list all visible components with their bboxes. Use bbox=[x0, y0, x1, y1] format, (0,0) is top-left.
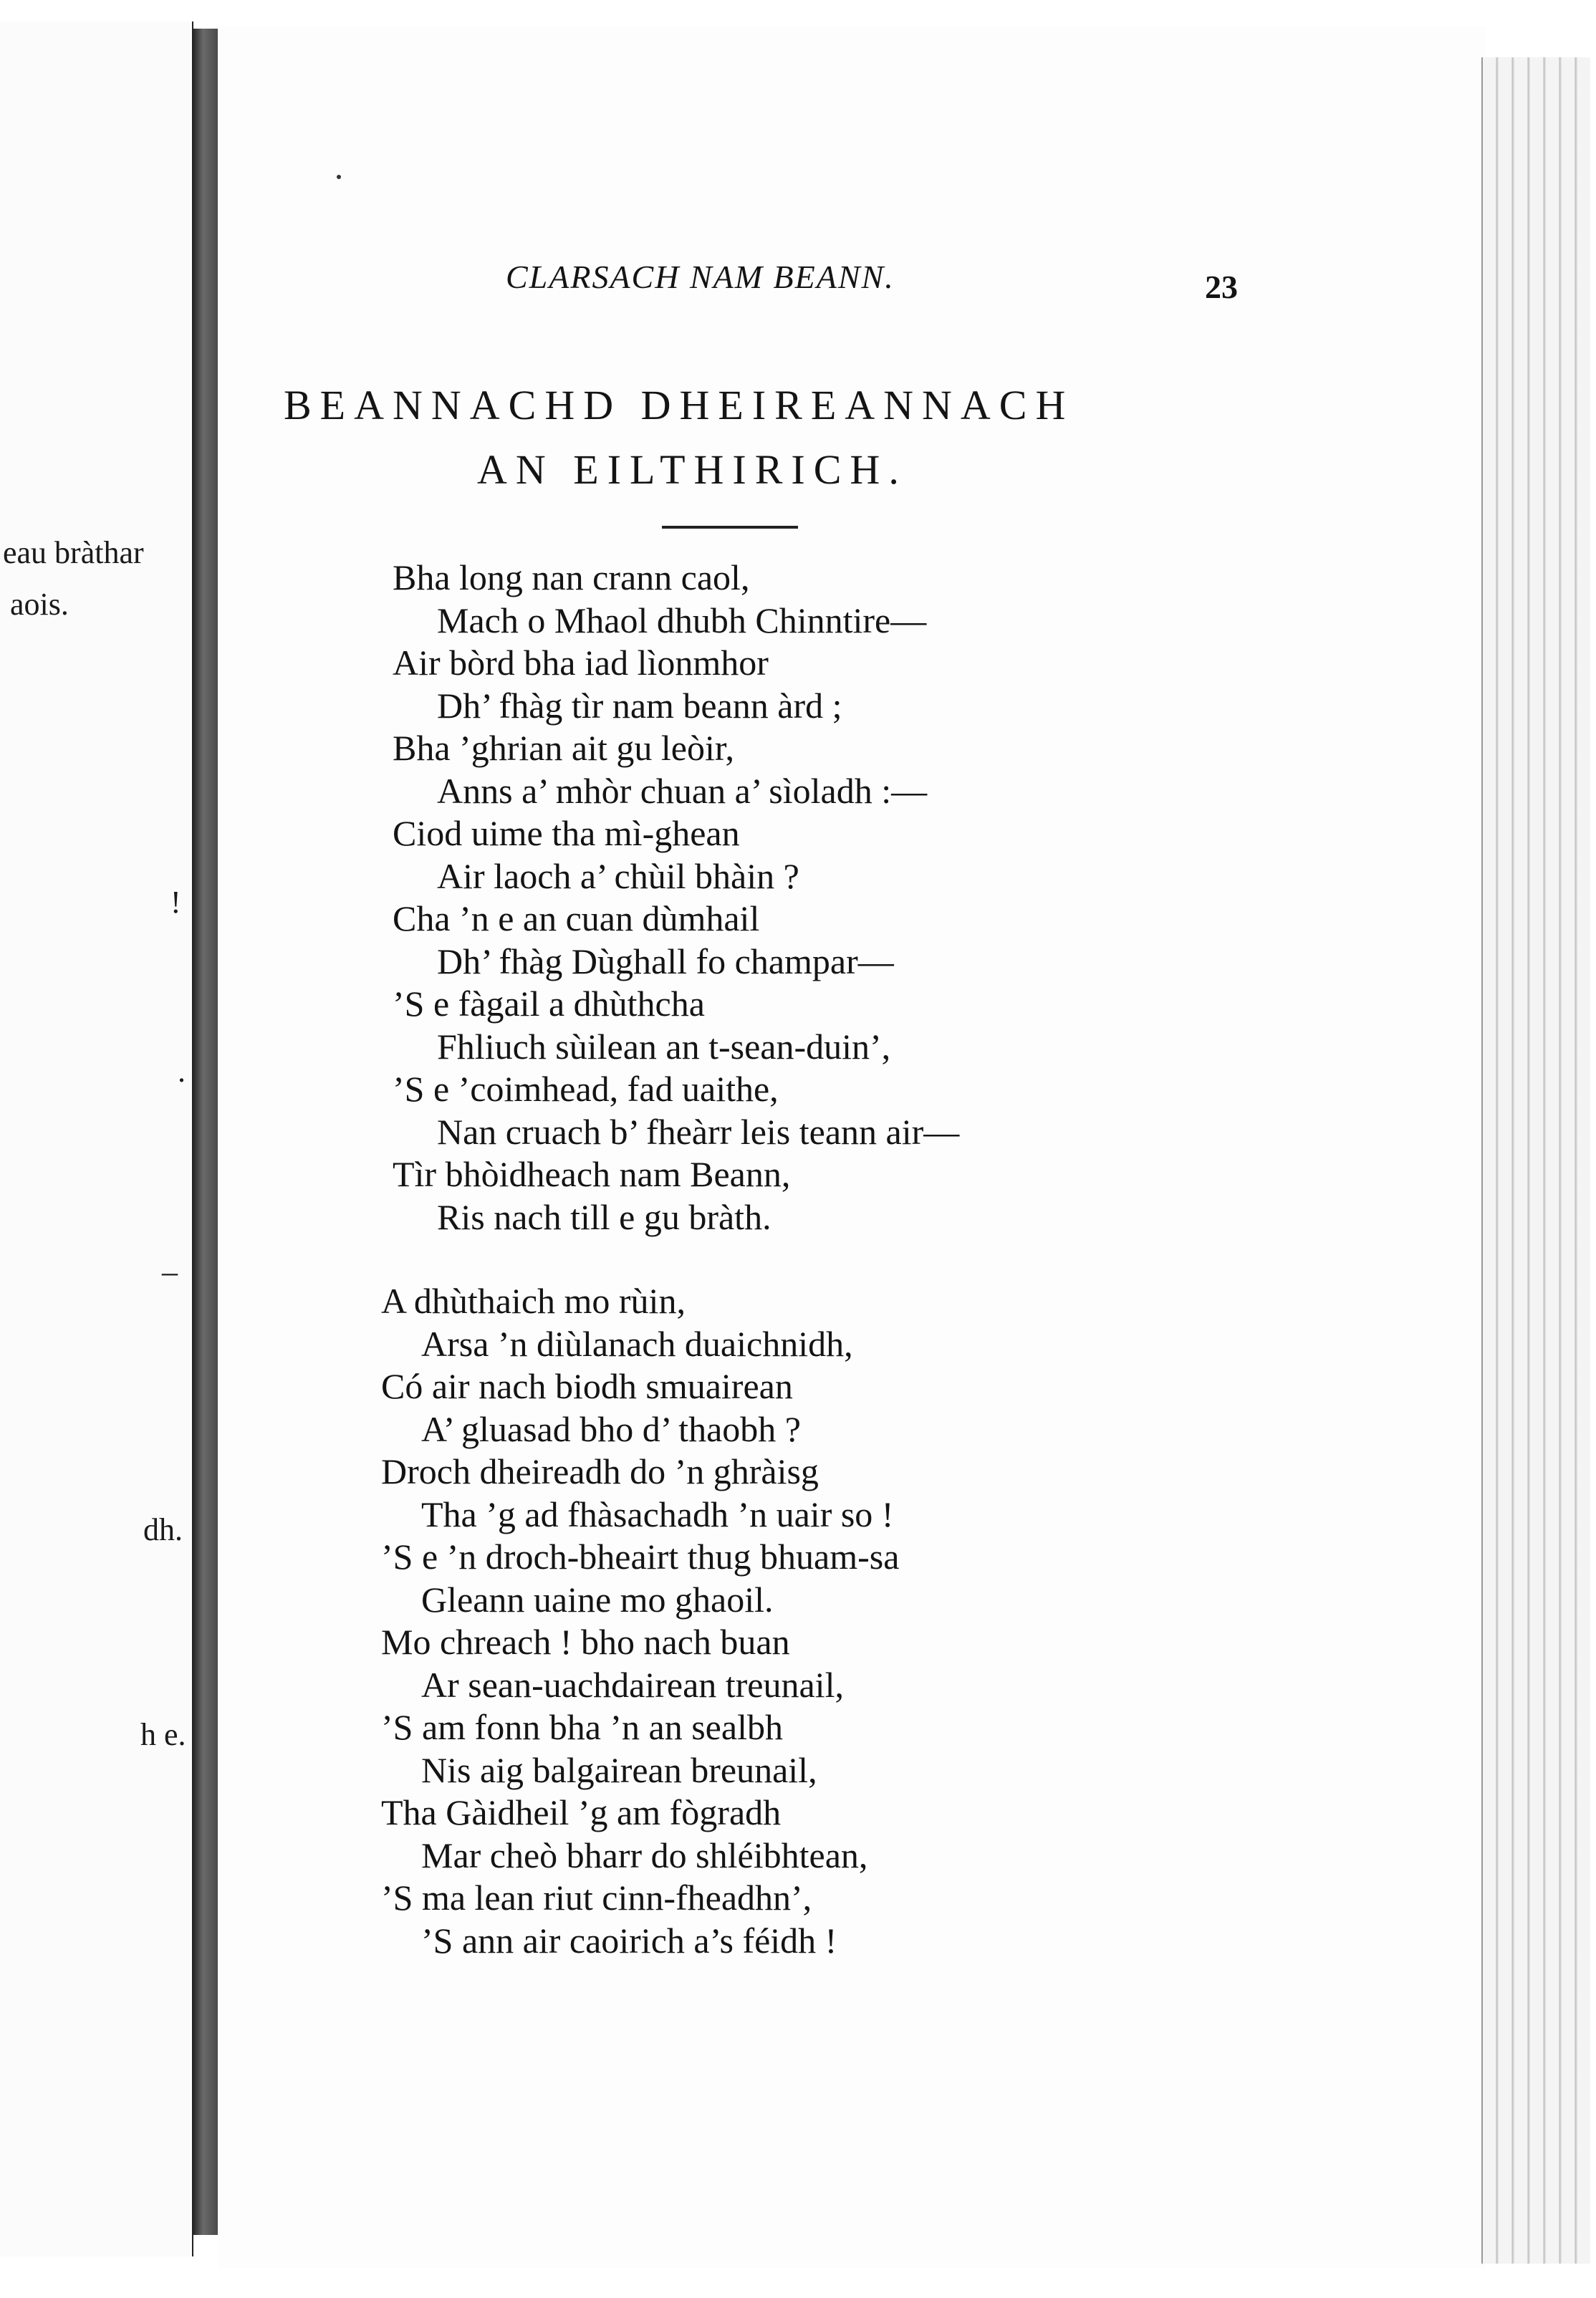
verse-line: Anns a’ mhòr chuan a’ sìoladh :— bbox=[437, 771, 928, 811]
running-head: CLARSACH NAM BEANN. bbox=[506, 259, 895, 295]
verse-line: Air bòrd bha iad lìonmhor bbox=[393, 643, 769, 683]
verse-line: ’S e ’n droch-bheairt thug bhuam-sa bbox=[381, 1537, 900, 1577]
verse-line: Ris nach till e gu bràth. bbox=[437, 1197, 771, 1237]
verse-line: Fhliuch sùilean an t-sean-duin’, bbox=[437, 1027, 891, 1067]
title-rule bbox=[662, 526, 798, 529]
verse-line: Bha ’ghrian ait gu leòir, bbox=[393, 728, 735, 768]
verse-line: Cha ’n e an cuan dùmhail bbox=[393, 898, 760, 938]
verse-line: ’S ann air caoirich a’s féidh ! bbox=[421, 1920, 837, 1961]
verse-line: Ciod uime tha mì-ghean bbox=[393, 813, 740, 853]
page-number: 23 bbox=[1205, 269, 1238, 305]
verse-line: Mo chreach ! bho nach buan bbox=[381, 1622, 790, 1662]
verse-line: ’S e ’coimhead, fad uaithe, bbox=[393, 1069, 779, 1109]
verse-line: Air laoch a’ chùil bhàin ? bbox=[437, 856, 799, 896]
verse-line: Tìr bhòidheach nam Beann, bbox=[393, 1154, 791, 1194]
verse-line: ’S am fonn bha ’n an sealbh bbox=[381, 1707, 783, 1747]
verse-line: Nis aig balgairean breunail, bbox=[421, 1750, 817, 1790]
left-fragment: ! bbox=[170, 885, 181, 920]
verse-line: Mar cheò bharr do shléibhtean, bbox=[421, 1835, 868, 1875]
left-facing-page bbox=[0, 21, 193, 2256]
verse-line: ’S ma lean riut cinn-fheadhn’, bbox=[381, 1878, 812, 1918]
verse-line: Arsa ’n diùlanach duaichnidh, bbox=[421, 1324, 853, 1364]
verse-line: Tha Gàidheil ’g am fògradh bbox=[381, 1792, 782, 1832]
left-fragment: eau bràthar bbox=[3, 535, 144, 570]
book-gutter bbox=[193, 29, 218, 2235]
verse-line: A dhùthaich mo rùin, bbox=[381, 1281, 686, 1321]
verse-line: Có air nach biodh smuairean bbox=[381, 1366, 793, 1406]
verse-line: Ar sean-uachdairean treunail, bbox=[421, 1665, 844, 1705]
verse-line: Bha long nan crann caol, bbox=[393, 557, 750, 597]
left-fragment: h e. bbox=[140, 1717, 186, 1752]
verse-line: Gleann uaine mo ghaoil. bbox=[421, 1580, 774, 1620]
verse-line: ’S e fàgail a dhùthcha bbox=[393, 984, 705, 1024]
left-fragment: . bbox=[178, 1054, 186, 1089]
verse-line: Droch dheireadh do ’n ghràisg bbox=[381, 1451, 819, 1491]
verse-line: Mach o Mhaol dhubh Chinntire— bbox=[437, 600, 927, 640]
left-fragment: dh. bbox=[143, 1512, 183, 1547]
page-edge-stack bbox=[1481, 57, 1590, 2264]
verse-line: Dh’ fhàg tìr nam beann àrd ; bbox=[437, 686, 842, 726]
verse-line: Nan cruach b’ fheàrr leis teann air— bbox=[437, 1112, 960, 1152]
left-fragment: aois. bbox=[10, 587, 69, 622]
poem-title-line-2: AN EILTHIRICH. bbox=[477, 446, 908, 493]
left-fragment: – bbox=[162, 1254, 178, 1289]
poem-title-line-1: BEANNACHD DHEIREANNACH bbox=[284, 382, 1075, 428]
verse-line: Tha ’g ad fhàsachadh ’n uair so ! bbox=[421, 1494, 894, 1534]
speck bbox=[337, 175, 341, 179]
verse-line: A’ gluasad bho d’ thaobh ? bbox=[421, 1409, 801, 1449]
verse-line: Dh’ fhàg Dùghall fo champar— bbox=[437, 941, 894, 981]
